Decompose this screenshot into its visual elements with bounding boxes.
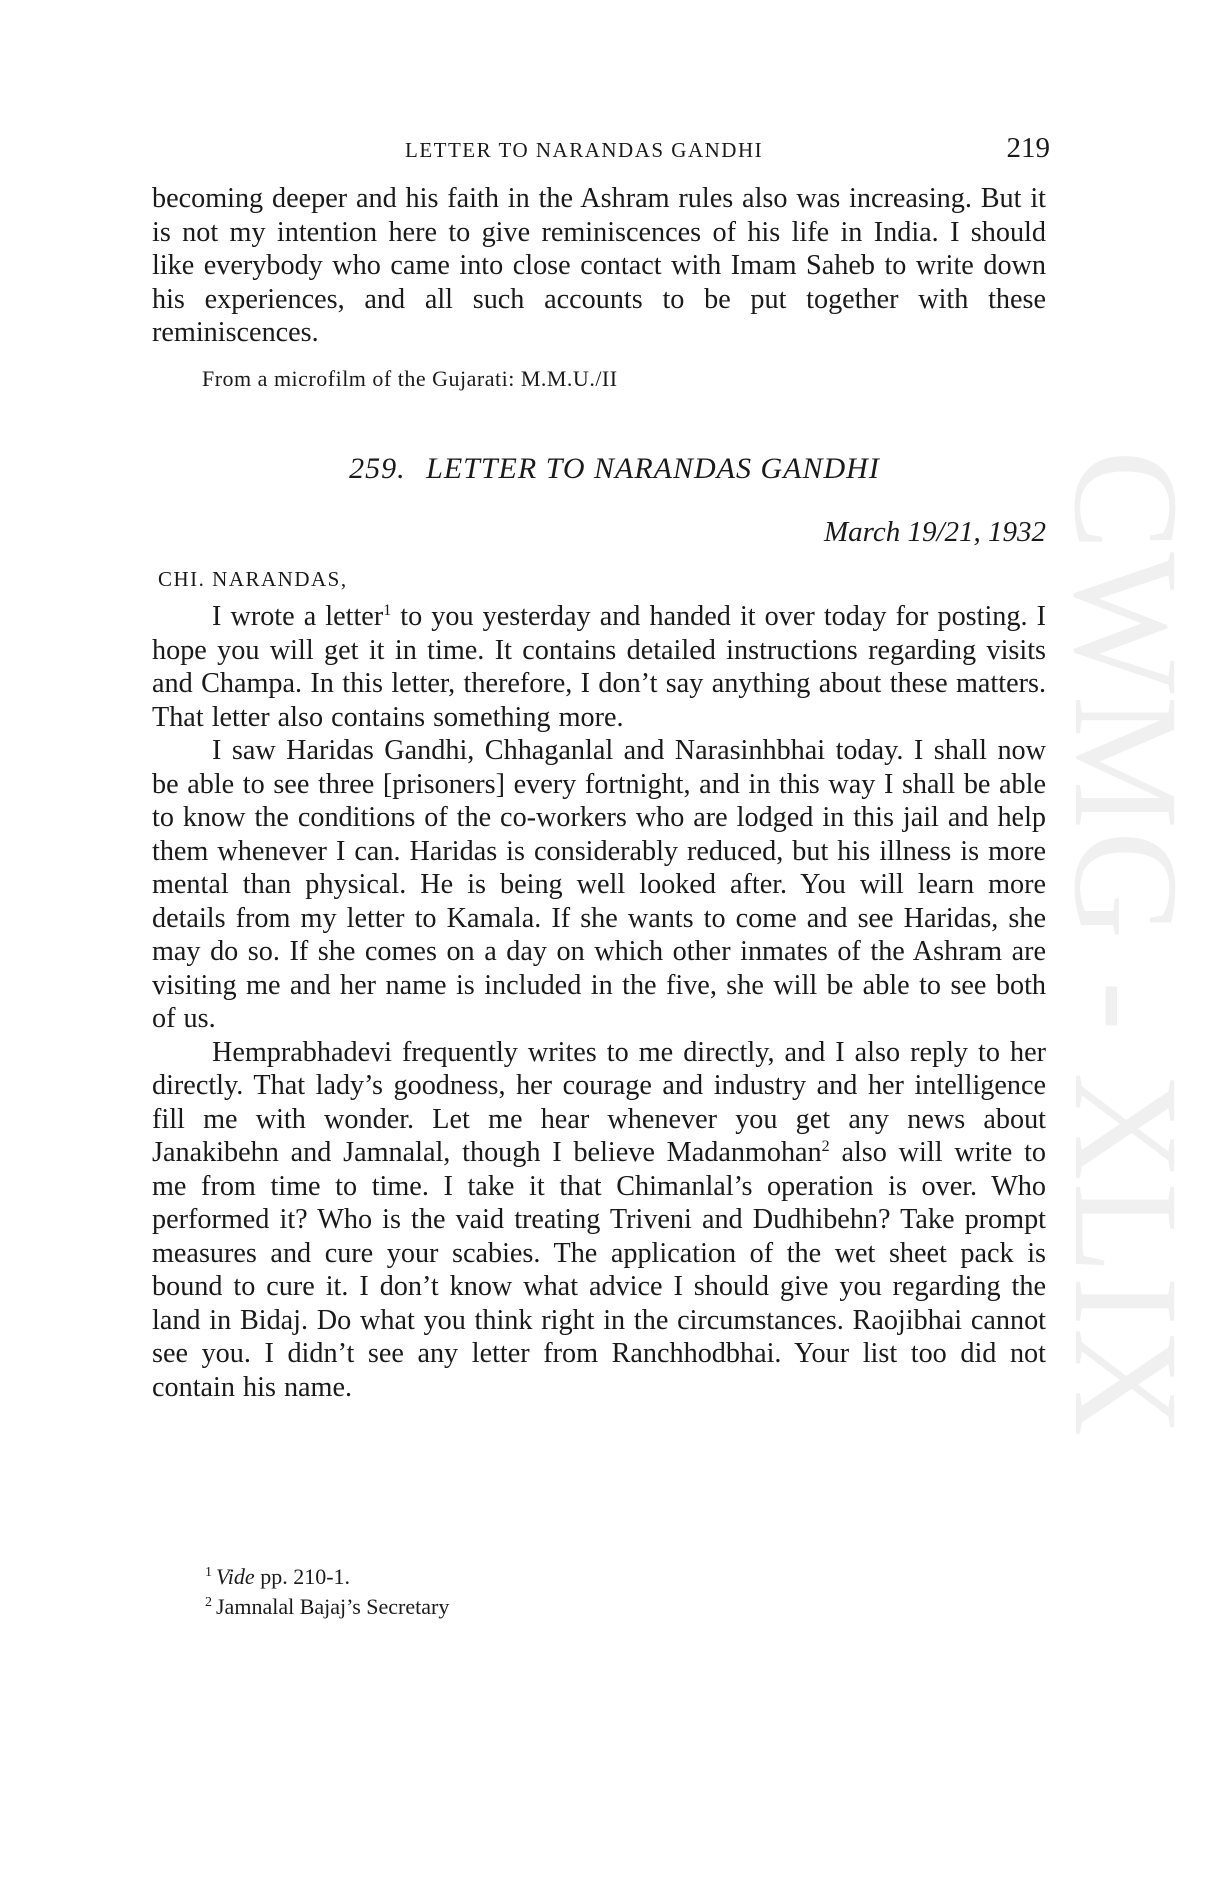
letter-body [152,600,1046,1404]
footnote-mark: 2 [205,1595,212,1610]
footnote-mark: 1 [205,1565,212,1580]
paragraph-text: Hemprabhadevi frequently writes to me directly, and I also reply to her directly. That lady’s goodness, her courage and industry and her intelligence fill me with wonder. Let me hear whenever you get any news about Janakibehn and Jamnalal, though I believe Madanmohan [152,1036,1046,1168]
paragraph-text: to you yesterday and handed it over today for posting. I hope you will get it in time. It contains detailed instructions regarding visits and Champa. In this letter, therefore, I don’t say anything about these matters. That letter also contains something more. [152,601,1046,733]
salutation: CHI. NARANDAS, [158,567,348,591]
watermark-text: CWMG - XLIX [1043,450,1209,1439]
running-title: LETTER TO NARANDAS GANDHI [405,138,764,162]
volume-watermark [1030,450,1209,1470]
letter-title: LETTER TO NARANDAS GANDHI [426,452,880,485]
previous-letter-ending [152,182,1046,350]
paragraph-text: also will write to me from time to time. I take it that Chimanlal’s operation is over. Who performed it? Who is the vaid treating Triveni and Dudhibehn? Take prompt measures and cure your scabies. The application of the wet sheet pack is bound to cure it. I don’t know what advice I should give you regarding the land in Bidaj. Do what you think right in the circumstances. Raojibhai cannot see you. I didn’t see any letter from Ranchhodbhai. Your list too did not contain his name. [152,1137,1046,1403]
letter-paragraph: I saw Haridas Gandhi, Chhaganlal and Narasinhbhai today. I shall now be able to see three [prisoners] every fortnight, and in this way I shall be able to know the conditions of the co-workers who are lodged in this jail and help them whenever I can. Haridas is considerably reduced, but his illness is more mental than physical. He is being well looked after. You will learn more details from my letter to Kamala. If she wants to come and see Haridas, she may do so. If she comes on a day on which other inmates of the Ashram are visiting me and her name is included in the five, she will be able to see both of us. [152,735,1046,1034]
footnote-italic: Vide [216,1564,255,1589]
footnote-marker: 2 [821,1138,830,1155]
previous-letter-paragraph: becoming deeper and his faith in the Ashram rules also was increasing. But it is not my intention here to give reminiscences of his life in India. I should like everybody who came into close contact with Imam Saheb to write down his experiences, and all such accounts to be put together with these reminiscences. [152,183,1046,348]
footnotes [205,1562,449,1622]
running-header [150,132,1050,168]
letter-paragraph [152,1036,1046,1405]
letter-number: 259. [349,452,406,485]
page-number: 219 [1006,132,1050,164]
footnote-marker: 1 [383,602,392,619]
footnote [205,1562,449,1592]
footnote-text: pp. 210-1. [254,1564,351,1589]
footnote-text: Jamnalal Bajaj’s Secretary [216,1594,450,1619]
letter-date: March 19/21, 1932 [823,516,1046,548]
source-note: From a microfilm of the Gujarati: M.M.U./II [202,366,618,391]
letter-heading [0,452,1229,486]
letter-paragraph [152,600,1046,734]
paragraph-text: I wrote a letter [212,601,384,632]
footnote [205,1592,449,1622]
